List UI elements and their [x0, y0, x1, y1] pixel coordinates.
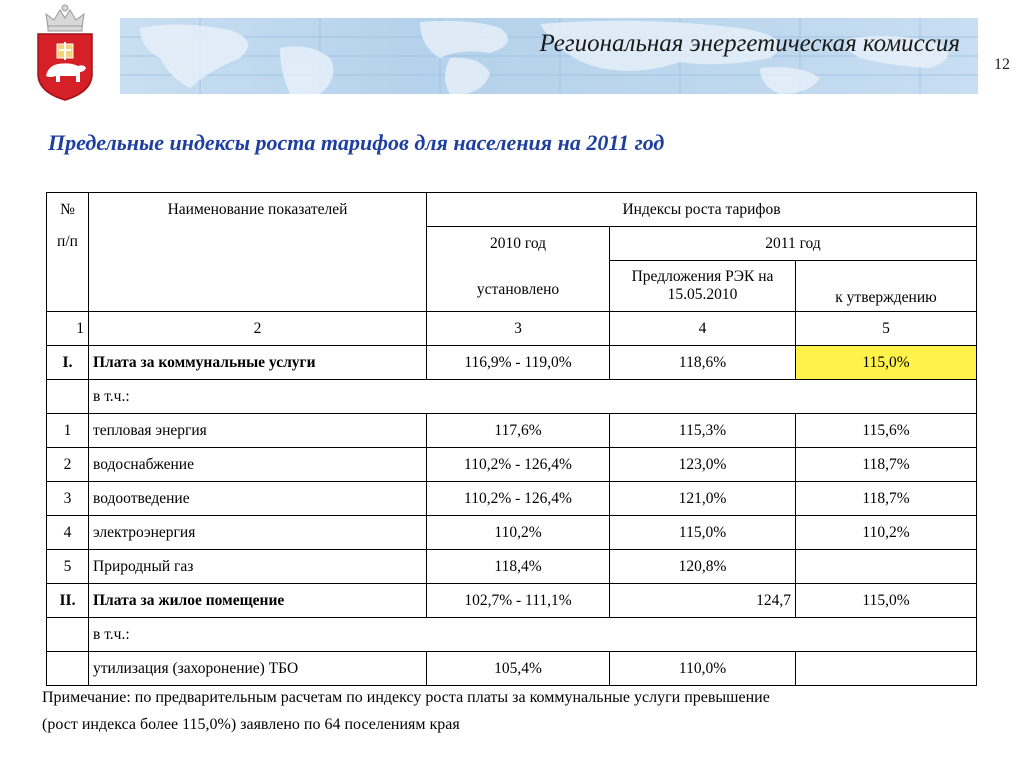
row-value-proposal: 120,8%: [610, 550, 796, 584]
header-indices: Индексы роста тарифов: [427, 193, 977, 227]
row-number: [47, 618, 89, 652]
row-name: Природный газ: [89, 550, 427, 584]
footnote-line-2: (рост индекса более 115,0%) заявлено по 64 поселениям края: [42, 716, 460, 733]
table-row: [47, 448, 977, 482]
col-number-5: 5: [796, 312, 977, 346]
row-number: 2: [47, 448, 89, 482]
header-2010-cell: [427, 227, 610, 312]
row-value-approval: 118,7%: [796, 448, 977, 482]
row-number: 4: [47, 516, 89, 550]
row-name: тепловая энергия: [89, 414, 427, 448]
row-number: 5: [47, 550, 89, 584]
row-name: водоснабжение: [89, 448, 427, 482]
row-value-2010: 105,4%: [427, 652, 610, 686]
row-number: 1: [47, 414, 89, 448]
header-year-2010: 2010 год: [489, 235, 547, 252]
tariff-index-table: [46, 192, 977, 686]
row-value-approval: 115,6%: [796, 414, 977, 448]
row-value-approval: [796, 550, 977, 584]
table-row: [47, 584, 977, 618]
row-value-proposal: 121,0%: [610, 482, 796, 516]
commission-title: Региональная энергетическая комиссия: [539, 30, 960, 57]
row-name: водоотведение: [89, 482, 427, 516]
table-row: [47, 414, 977, 448]
row-name: электроэнергия: [89, 516, 427, 550]
row-value-proposal: 110,0%: [610, 652, 796, 686]
row-name: Плата за жилое помещение: [89, 584, 427, 618]
row-value-2010: 110,2% - 126,4%: [427, 448, 610, 482]
header-number-line1: №: [60, 201, 75, 218]
row-value-approval: 118,7%: [796, 482, 977, 516]
row-value-proposal: 115,0%: [610, 516, 796, 550]
row-subheading: в т.ч.:: [89, 618, 977, 652]
header-banner: [120, 18, 978, 94]
row-value-2010: 118,4%: [427, 550, 610, 584]
row-value-proposal: 124,7: [610, 584, 796, 618]
table-row: [47, 482, 977, 516]
header-number-line2: п/п: [57, 233, 78, 250]
table-row: [47, 516, 977, 550]
page-title: Предельные индексы роста тарифов для населения на 2011 год: [48, 130, 665, 155]
row-number: 3: [47, 482, 89, 516]
row-value-2010: 110,2% - 126,4%: [427, 482, 610, 516]
row-value-proposal: 115,3%: [610, 414, 796, 448]
row-number: [47, 652, 89, 686]
col-number-1: 1: [47, 312, 89, 346]
header-for-approval: к утверждению: [796, 261, 977, 312]
row-value-approval: [796, 652, 977, 686]
row-name: утилизация (захоронение) ТБО: [89, 652, 427, 686]
row-name: Плата за коммунальные услуги: [89, 346, 427, 380]
row-value-proposal: 123,0%: [610, 448, 796, 482]
col-number-3: 3: [427, 312, 610, 346]
row-value-approval: 110,2%: [796, 516, 977, 550]
row-value-approval: 115,0%: [796, 584, 977, 618]
header-number-cell: [47, 193, 89, 312]
row-value-proposal: 118,6%: [610, 346, 796, 380]
row-subheading: в т.ч.:: [89, 380, 977, 414]
row-value-2010: 102,7% - 111,1%: [427, 584, 610, 618]
row-value-2010: 110,2%: [427, 516, 610, 550]
header-established: установлено: [476, 281, 560, 298]
table-row: [47, 346, 977, 380]
table-row: [47, 550, 977, 584]
row-number: [47, 380, 89, 414]
header-year-2011: 2011 год: [610, 227, 977, 261]
row-value-2010: 116,9% - 119,0%: [427, 346, 610, 380]
footnote-line-1: Примечание: по предварительным расчетам по индексу роста платы за коммунальные услуги превышение: [42, 689, 770, 706]
coat-of-arms-icon: [30, 2, 100, 102]
row-number: II.: [47, 584, 89, 618]
row-number: I.: [47, 346, 89, 380]
table-row: [47, 652, 977, 686]
row-value-2010: 117,6%: [427, 414, 610, 448]
header-proposals: Предложения РЭК на 15.05.2010: [610, 261, 796, 312]
col-number-4: 4: [610, 312, 796, 346]
col-number-2: 2: [89, 312, 427, 346]
slide-number: 12: [994, 56, 1010, 73]
footnote: [42, 684, 982, 738]
header-name: Наименование показателей: [89, 193, 427, 312]
row-value-approval-highlighted: 115,0%: [796, 346, 977, 380]
table-row: [47, 380, 977, 414]
table-row: [47, 618, 977, 652]
